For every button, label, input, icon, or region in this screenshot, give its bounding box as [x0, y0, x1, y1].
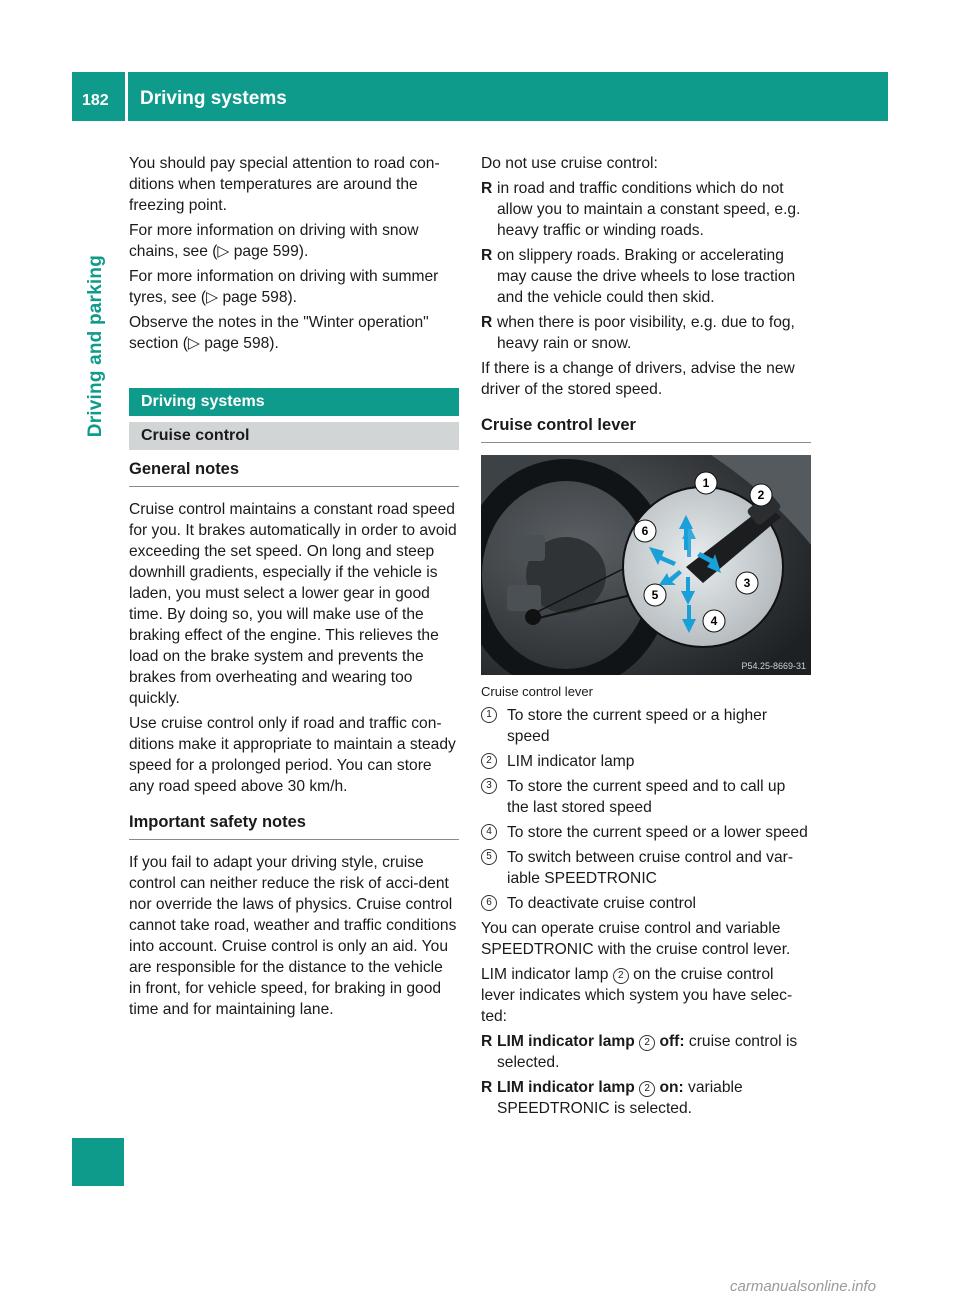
lim-number: 2: [613, 968, 629, 984]
cruise-control-lever-figure: [481, 455, 811, 675]
figure-caption: Cruise control lever: [481, 684, 593, 699]
general-notes-heading: General notes: [129, 458, 459, 487]
list-item: [481, 1077, 811, 1119]
page-header: [72, 72, 888, 121]
legend-number: 5: [481, 849, 497, 865]
lim-state-list: [481, 1031, 811, 1119]
legend-item: [481, 751, 811, 772]
intro-paragraph: For more information on driving with summer tyres, see (▷ page 598).: [129, 268, 439, 306]
header-title: Driving systems: [140, 88, 287, 109]
operate-text: You can operate cruise control and variable SPEEDTRONIC with the cruise control lever.: [481, 920, 791, 958]
subsection-title: Cruise control: [129, 422, 459, 450]
bullet-icon: R: [481, 1033, 493, 1050]
list-item: [481, 1031, 811, 1073]
watermark: carmanualsonline.info: [730, 1278, 876, 1295]
list-item-text: on slippery roads. Braking or accelerating may cause the drive wheels to lose traction and the vehicle could then skid.: [497, 247, 796, 306]
lim-label: LIM indicator lamp: [497, 1033, 635, 1050]
bullet-icon: R: [481, 247, 493, 264]
lim-state-text: cruise control is selected.: [497, 1033, 798, 1071]
legend-text: To deactivate cruise control: [507, 895, 696, 912]
header-divider: [125, 72, 128, 121]
legend-number: 1: [481, 707, 497, 723]
safety-notes-heading: Important safety notes: [129, 811, 459, 840]
intro-paragraph: Observe the notes in the "Winter operation" section (▷ page 598).: [129, 314, 429, 352]
legend-number: 6: [481, 895, 497, 911]
lim-indicator-text: [481, 964, 811, 1027]
figure-code: P54.25-8669-31: [741, 661, 806, 671]
figure-num-4: 4: [710, 614, 718, 628]
legend-number: 4: [481, 824, 497, 840]
bullet-icon: R: [481, 1079, 493, 1096]
legend-number: 3: [481, 778, 497, 794]
figure-num-6: 6: [641, 524, 649, 538]
legend-text: To store the current speed or a lower speed: [507, 824, 808, 841]
figure-num-3: 3: [743, 576, 751, 590]
legend-text: To store the current speed and to call up the last stored speed: [507, 778, 786, 816]
figure-num-5: 5: [651, 588, 659, 602]
legend-item: [481, 822, 811, 843]
list-item-text: in road and traffic conditions which do not allow you to maintain a constant speed, e.g. heavy traffic or winding roads.: [497, 180, 801, 239]
lim-state: off:: [659, 1033, 685, 1050]
do-not-use-list: [481, 178, 811, 354]
left-column: [129, 153, 459, 1024]
figure-num-1: 1: [702, 476, 710, 490]
lim-number: 2: [639, 1035, 655, 1051]
lim-number: 2: [639, 1081, 655, 1097]
page-number: 182: [82, 92, 109, 109]
list-item: [481, 245, 811, 308]
safety-notes-paragraph: If you fail to adapt your driving style, cruise control can neither reduce the risk of acci-dent nor override the laws of physics. Cruise control cannot take road, weather and traffic conditions into account. Cruise control is only an aid. You are responsible for the distance to the vehicle in front, for vehicle speed, for braking in good time and for maintaining lane.: [129, 854, 457, 1018]
legend-item: [481, 776, 811, 818]
general-notes-paragraph: Cruise control maintains a constant road speed for you. It brakes automatically in order to avoid exceeding the set speed. On long and steep downhill gradients, especially if the vehicle is laden, you must select a lower gear in good time. By doing so, you will make use of the braking effect of the engine. This relieves the load on the brake system and prevents the brakes from overheating and wearing too quickly.: [129, 501, 457, 707]
do-not-use-text: Do not use cruise control:: [481, 155, 658, 172]
list-item: [481, 312, 811, 354]
intro-paragraph: You should pay special attention to road con-ditions when temperatures are around the freezing point.: [129, 155, 440, 214]
intro-paragraph: For more information on driving with snow chains, see (▷ page 599).: [129, 222, 419, 260]
figure-num-2: 2: [757, 488, 765, 502]
general-notes-paragraph: Use cruise control only if road and traffic con-ditions make it appropriate to maintain a steady speed for a prolonged period. You can store any road speed above 30 km/h.: [129, 715, 456, 795]
bullet-icon: R: [481, 180, 493, 197]
lim-state-text: variable SPEEDTRONIC is selected.: [497, 1079, 743, 1117]
lim-label: LIM indicator lamp: [497, 1079, 635, 1096]
figure-legend: [481, 705, 811, 914]
right-column: [481, 153, 811, 1123]
lim-state: on:: [659, 1079, 684, 1096]
lim-text-b: on the cruise control lever indicates which system you have selec-ted:: [481, 966, 793, 1025]
legend-text: To switch between cruise control and var-iable SPEEDTRONIC: [507, 849, 794, 887]
legend-item: [481, 705, 811, 747]
legend-number: 2: [481, 753, 497, 769]
legend-item: [481, 847, 811, 889]
side-tab-label: Driving and parking: [85, 255, 106, 438]
legend-text: LIM indicator lamp: [507, 753, 635, 770]
lever-heading: Cruise control lever: [481, 414, 811, 443]
legend-text: To store the current speed or a higher speed: [507, 707, 768, 745]
change-driver-text: If there is a change of drivers, advise the new driver of the stored speed.: [481, 360, 795, 398]
side-tab-block: [72, 1138, 124, 1186]
lever-illustration: [481, 455, 811, 675]
list-item: [481, 178, 811, 241]
bullet-icon: R: [481, 314, 493, 331]
lim-text-a: LIM indicator lamp: [481, 966, 609, 983]
list-item-text: when there is poor visibility, e.g. due to fog, heavy rain or snow.: [497, 314, 795, 352]
section-title: Driving systems: [129, 388, 459, 416]
legend-item: [481, 893, 811, 914]
